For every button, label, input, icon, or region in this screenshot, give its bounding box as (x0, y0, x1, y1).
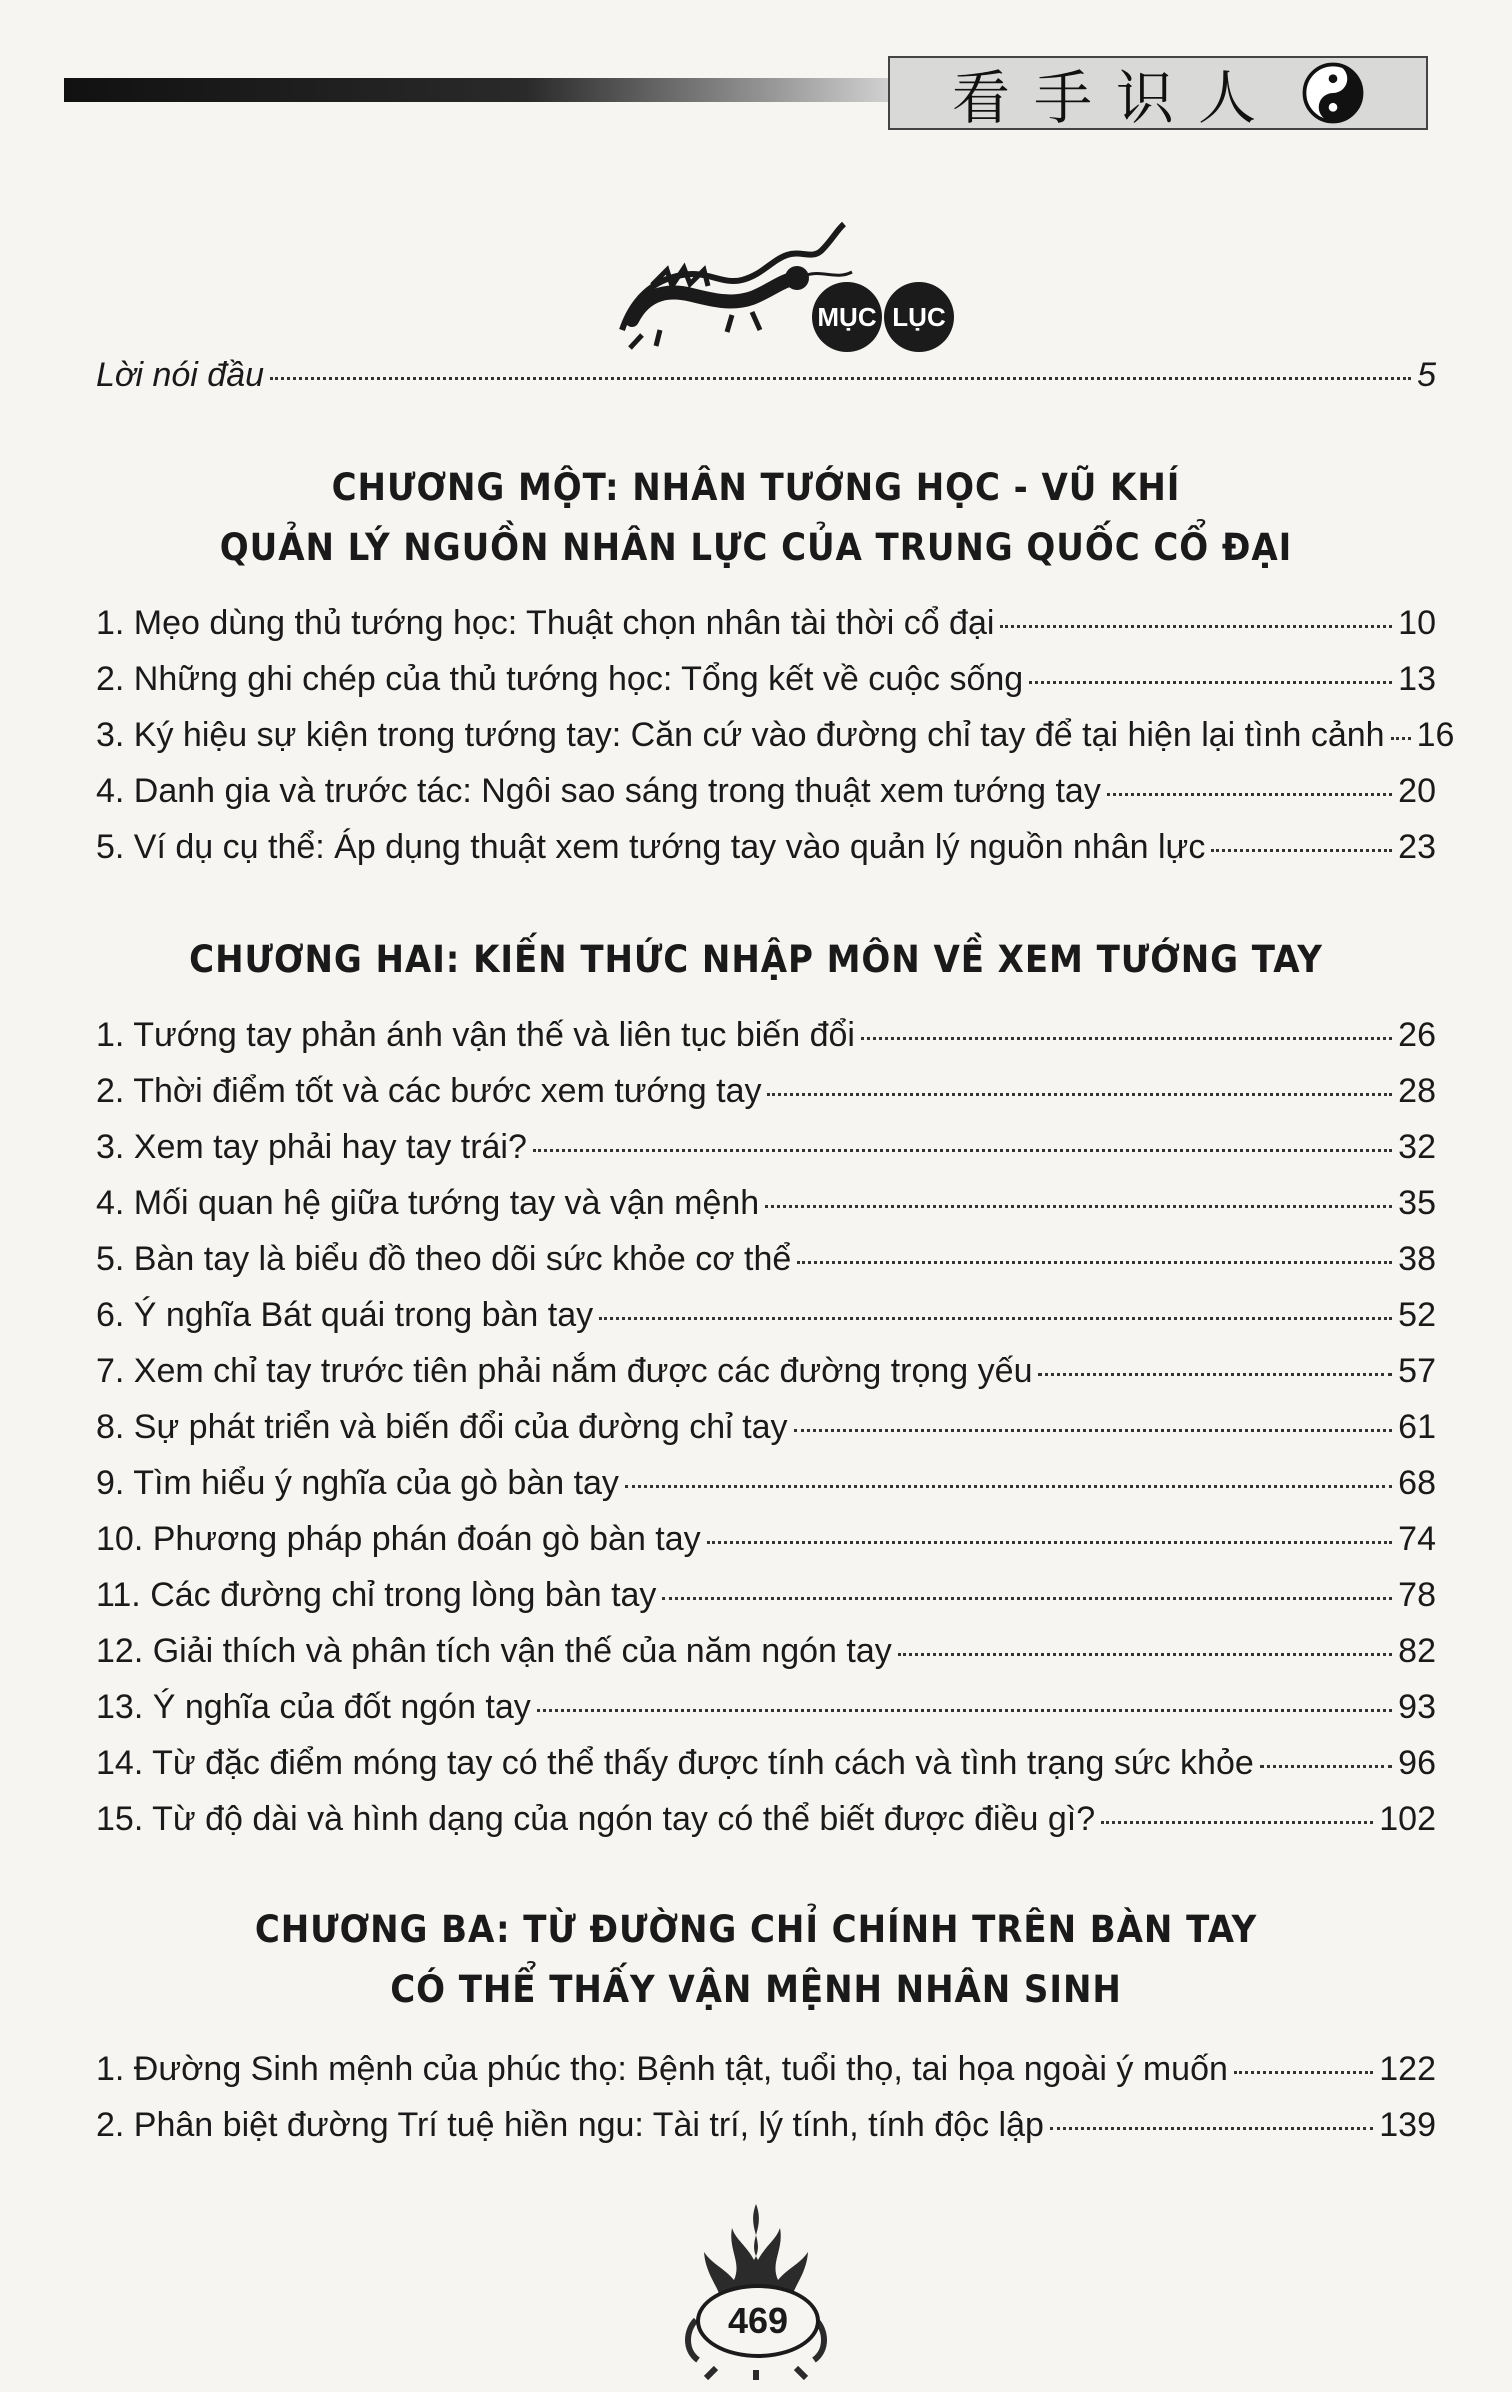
toc-entry-label: 10. Phương pháp phán đoán gò bàn tay (96, 1520, 701, 1558)
toc-entry[interactable] (96, 1240, 1436, 1292)
toc-entry-page: 102 (1379, 1800, 1436, 1838)
dot-leader (765, 1205, 1392, 1208)
page-number: 469 (696, 2284, 820, 2358)
toc-entry-page: 78 (1398, 1576, 1436, 1614)
toc-entry-label: 1. Mẹo dùng thủ tướng học: Thuật chọn nhân tài thời cổ đại (96, 604, 995, 642)
dot-leader (797, 1261, 1392, 1264)
toc-entry-label: 12. Giải thích và phân tích vận thế của năm ngón tay (96, 1632, 892, 1670)
toc-entry-page: 68 (1398, 1464, 1436, 1502)
toc-entry[interactable] (96, 1016, 1436, 1068)
dot-leader (662, 1597, 1392, 1600)
toc-entry[interactable] (96, 828, 1436, 880)
toc-heading (612, 220, 972, 350)
toc-entry-page: 35 (1398, 1184, 1436, 1222)
dot-leader (1391, 737, 1411, 740)
toc-entry-page: 20 (1398, 772, 1436, 810)
toc-entry[interactable] (96, 716, 1455, 768)
dot-leader (1038, 1373, 1392, 1376)
toc-entry-label: 4. Mối quan hệ giữa tướng tay và vận mệnh (96, 1184, 760, 1222)
toc-entry[interactable] (96, 1184, 1436, 1236)
dot-leader (861, 1037, 1392, 1040)
toc-entry-label: 5. Ví dụ cụ thể: Áp dụng thuật xem tướng tay vào quản lý nguồn nhân lực (96, 828, 1206, 866)
dot-leader (537, 1709, 1392, 1712)
toc-entry-label: 1. Đường Sinh mệnh của phúc thọ: Bệnh tật, tuổi thọ, tai họa ngoài ý muốn (96, 2050, 1228, 2088)
chapter-title-line: CÓ THỂ THẤY VẬN MỆNH NHÂN SINH (390, 1968, 1122, 2011)
dot-leader (533, 1149, 1392, 1152)
toc-heading-word-1: MỤC (812, 282, 882, 352)
toc-entry-label: 5. Bàn tay là biểu đồ theo dõi sức khỏe cơ thể (96, 1240, 792, 1278)
header-bar (64, 78, 904, 102)
toc-entry-label: 4. Danh gia và trước tác: Ngôi sao sáng trong thuật xem tướng tay (96, 772, 1101, 810)
dot-leader (1260, 1765, 1392, 1768)
toc-entry-page: 26 (1398, 1016, 1436, 1054)
dot-leader (898, 1653, 1392, 1656)
dot-leader (270, 377, 1411, 380)
toc-entry-label: 11. Các đường chỉ trong lòng bàn tay (96, 1576, 657, 1614)
toc-entry[interactable] (96, 2050, 1436, 2102)
toc-entry[interactable] (96, 1072, 1436, 1124)
dot-leader (794, 1429, 1393, 1432)
toc-entry-page: 10 (1398, 604, 1436, 642)
chapter-title-2 (0, 930, 1512, 990)
dot-leader (707, 1541, 1393, 1544)
toc-entry[interactable] (96, 1800, 1436, 1852)
toc-entry[interactable] (96, 772, 1436, 824)
toc-entry-label: 2. Phân biệt đường Trí tuệ hiền ngu: Tài trí, lý tính, tính độc lập (96, 2106, 1044, 2144)
toc-entry-page: 82 (1398, 1632, 1436, 1670)
toc-entry-label: 2. Những ghi chép của thủ tướng học: Tổng kết về cuộc sống (96, 660, 1024, 698)
toc-entry-page: 5 (1417, 356, 1436, 394)
toc-entry-label: 3. Ký hiệu sự kiện trong tướng tay: Căn cứ vào đường chỉ tay để tại hiện lại tình cảnh (96, 716, 1385, 754)
toc-entry-page: 122 (1379, 2050, 1436, 2088)
dot-leader (1101, 1821, 1373, 1824)
toc-entry-page: 93 (1398, 1688, 1436, 1726)
chapter-title-line: QUẢN LÝ NGUỒN NHÂN LỰC CỦA TRUNG QUỐC CỔ ĐẠI (219, 526, 1293, 569)
toc-entry[interactable] (96, 2106, 1436, 2158)
toc-entry[interactable] (96, 1632, 1436, 1684)
chapter-title-line: CHƯƠNG HAI: KIẾN THỨC NHẬP MÔN VỀ XEM TƯỚNG TAY (189, 938, 1323, 981)
toc-entry[interactable] (96, 1408, 1436, 1460)
toc-entry-label: 7. Xem chỉ tay trước tiên phải nắm được các đường trọng yếu (96, 1352, 1033, 1390)
toc-entry-page: 16 (1416, 716, 1455, 754)
toc-entry-label: 3. Xem tay phải hay tay trái? (96, 1128, 527, 1166)
toc-entry-label: 9. Tìm hiểu ý nghĩa của gò bàn tay (96, 1464, 619, 1502)
toc-entry-page: 38 (1398, 1240, 1436, 1278)
dot-leader (1107, 793, 1392, 796)
chapter-title-1 (0, 458, 1512, 578)
dot-leader (599, 1317, 1392, 1320)
toc-entry-page: 23 (1398, 828, 1436, 866)
toc-entry-page: 57 (1398, 1352, 1436, 1390)
toc-entry[interactable] (96, 1520, 1436, 1572)
toc-entry-page: 28 (1398, 1072, 1436, 1110)
page-number-badge (676, 2200, 836, 2380)
toc-entry-label: 1. Tướng tay phản ánh vận thế và liên tục biến đổi (96, 1016, 855, 1054)
toc-entry-page: 32 (1398, 1128, 1436, 1166)
toc-entry-label: 13. Ý nghĩa của đốt ngón tay (96, 1688, 531, 1726)
toc-entry[interactable] (96, 1464, 1436, 1516)
toc-heading-word-2: LỤC (884, 282, 954, 352)
toc-entry[interactable] (96, 660, 1436, 712)
toc-entry-label: 6. Ý nghĩa Bát quái trong bàn tay (96, 1296, 594, 1334)
toc-entry[interactable] (96, 1296, 1436, 1348)
header-title-box (888, 56, 1428, 130)
toc-entry[interactable] (96, 1128, 1436, 1180)
toc-entry-page: 61 (1398, 1408, 1436, 1446)
dot-leader (625, 1485, 1392, 1488)
toc-entry-label: 8. Sự phát triển và biến đổi của đường chỉ tay (96, 1408, 788, 1446)
chapter-title-line: CHƯƠNG MỘT: NHÂN TƯỚNG HỌC - VŨ KHÍ (331, 466, 1181, 509)
toc-entry[interactable] (96, 1352, 1436, 1404)
chapter-title-line: CHƯƠNG BA: TỪ ĐƯỜNG CHỈ CHÍNH TRÊN BÀN TAY (254, 1908, 1258, 1951)
dot-leader (767, 1093, 1392, 1096)
toc-entry[interactable] (96, 1744, 1436, 1796)
toc-entry[interactable] (96, 1576, 1436, 1628)
yin-yang-icon (1302, 62, 1364, 124)
dot-leader (1029, 681, 1392, 684)
dot-leader (1050, 2127, 1373, 2130)
toc-entry[interactable] (96, 604, 1436, 656)
toc-entry-page: 96 (1398, 1744, 1436, 1782)
toc-entry-page: 139 (1379, 2106, 1436, 2144)
toc-entry-page: 13 (1398, 660, 1436, 698)
chapter-title-3 (0, 1900, 1512, 2020)
header-title: 看手识人 (951, 64, 1280, 132)
dot-leader (1234, 2071, 1373, 2074)
toc-entry-label: 2. Thời điểm tốt và các bước xem tướng tay (96, 1072, 762, 1110)
toc-entry-label: 14. Từ đặc điểm móng tay có thể thấy được tính cách và tình trạng sức khỏe (96, 1744, 1254, 1782)
toc-entry-label: Lời nói đầu (96, 356, 265, 394)
toc-entry[interactable] (96, 1688, 1436, 1740)
dot-leader (1000, 625, 1392, 628)
toc-entry-page: 52 (1398, 1296, 1436, 1334)
toc-entry-label: 15. Từ độ dài và hình dạng của ngón tay có thể biết được điều gì? (96, 1800, 1096, 1838)
toc-entry-page: 74 (1398, 1520, 1436, 1558)
toc-entry-intro[interactable] (96, 356, 1436, 408)
dot-leader (1211, 849, 1392, 852)
